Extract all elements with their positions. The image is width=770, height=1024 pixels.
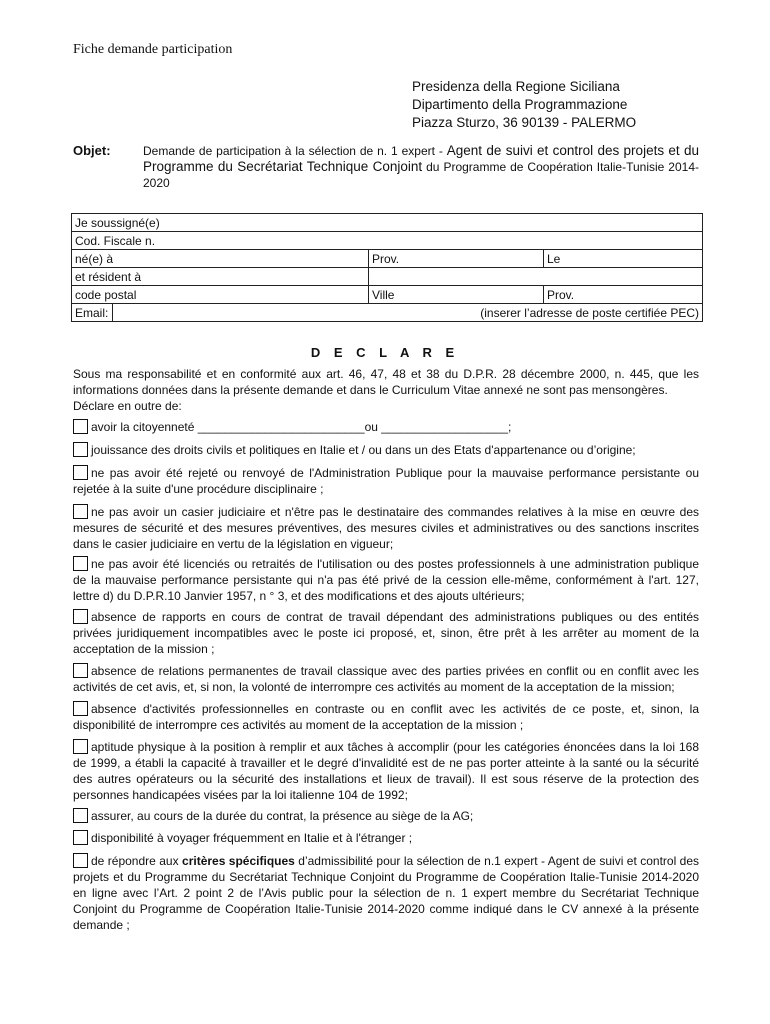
cod-fiscale-field[interactable]: Cod. Fiscale n.: [72, 232, 703, 250]
declaration-text: assurer, au cours de la durée du contrat, la présence au siège de la AG;: [91, 809, 474, 823]
declaration-item: [73, 853, 699, 933]
objet-text-part: Demande de participation à la sélection de n. 1 expert -: [143, 144, 447, 158]
declaration-item: [73, 442, 699, 458]
declaration-text: ne pas avoir été rejeté ou renvoyé de l'Administration Publique pour la mauvaise performance persistante ou rejetée à la suite d'une procédure disciplinaire ;: [73, 466, 699, 496]
declaration-text: absence d'activités professionnelles en contraste ou en conflit avec les activités de ce poste, et, sinon, la disponibilité de interrompre ces activités au moment de la acceptation de la mission ;: [73, 702, 699, 732]
postal-code-field[interactable]: code postal: [72, 286, 369, 304]
declaration-item: [73, 663, 699, 695]
declaration-item: [73, 808, 699, 824]
declaration-item: [73, 465, 699, 497]
resident-field[interactable]: [369, 268, 703, 286]
personal-info-table: [71, 213, 703, 322]
prov-field[interactable]: Prov.: [544, 286, 703, 304]
email-label: Email:: [72, 304, 113, 322]
intro-text: Sous ma responsabilité et en conformité aux art. 46, 47, 48 et 38 du D.P.R. 28 décembre 2000, n. 445, que les informations données dans la présente demande et dans le Curriculum Vitae annexé ne sont pas mensongères.: [73, 367, 699, 397]
declaration-text: ne pas avoir été licenciés ou retraités de l'utilisation ou des postes professionnels à une administration publique de la mauvaise performance persistante qui n'a pas été privé de la cession elle-même, conformément à l'art. 127, lettre d) du D.P.R.10 Janvier 1957, n ° 3, et des modifications et des ajouts ultérieurs;: [73, 557, 699, 603]
declaration-checkbox[interactable]: [73, 663, 88, 678]
address-line: Dipartimento della Programmazione: [412, 97, 628, 112]
declaration-text: de répondre aux: [91, 854, 183, 868]
declaration-checkbox[interactable]: [73, 609, 88, 624]
declaration-text: d’admissibilité pour la sélection de n.1 expert - Agent de suivi et control des projets et du Programme du Secrétariat Technique Conjoint du Programme de Coopération Italie-Tunisie 2014-2020 en ligne avec l’Art. 2 point 2 de l’Avis public pour la sélection de n. 1 expert membre du Secrétariat Technique Conjoint du Programme de Coopération Italie-Tunisie 2014-2020 comme indiqué dans le CV annexé à la présente demande ;: [73, 854, 700, 932]
page-title: Fiche demande participation: [73, 42, 233, 57]
objet-text-part: du Programme de Coopération Italie-Tunisie 2014-2020: [143, 160, 699, 190]
declaration-item: [73, 556, 699, 604]
declaration-text: disponibilité à voyager fréquemment en Italie et à l'étranger ;: [91, 831, 413, 845]
birth-date-field[interactable]: Le: [544, 250, 703, 268]
declaration-checkbox[interactable]: [73, 739, 88, 754]
birthplace-field[interactable]: né(e) à: [72, 250, 369, 268]
declaration-checkbox[interactable]: [73, 701, 88, 716]
declaration-item: [73, 830, 699, 846]
declaration-checkbox[interactable]: [73, 808, 88, 823]
declaration-text: avoir la citoyenneté _________________________ou ___________________;: [91, 420, 512, 434]
city-field[interactable]: Ville: [369, 286, 544, 304]
resident-label: et résident à: [72, 268, 369, 286]
declaration-item: [73, 739, 699, 803]
declaration-text: ne pas avoir un casier judiciaire et n'être pas le destinataire des commandes relatives à la mise en œuvre des mesures de sécurité et des mesures préventives, des mesures civiles et administratives ou des sanctions inscrites dans le casier judiciaire en vertu de la législation en vigueur;: [73, 505, 699, 551]
objet-text: [143, 143, 699, 191]
email-field[interactable]: [113, 304, 703, 322]
recipient-address: [412, 78, 636, 132]
objet-label: Objet:: [73, 143, 111, 158]
declare-heading: D E C L A R E: [310, 345, 460, 360]
declaration-checkbox[interactable]: [73, 830, 88, 845]
soussigne-field[interactable]: Je soussigné(e): [72, 214, 703, 232]
declaration-item: [73, 504, 699, 552]
address-line: Presidenza della Regione Siciliana: [412, 79, 620, 94]
declaration-item: [73, 701, 699, 733]
objet-text-position: Agent de suivi et control des projets et du Programme du Secrétariat Technique Conjoint: [143, 143, 699, 174]
declaration-item: [73, 609, 699, 657]
declaration-text: jouissance des droits civils et politiques en Italie et / ou dans un des Etats d'appartenance ou d’origine;: [91, 443, 636, 457]
address-line: Piazza Sturzo, 36 90139 - PALERMO: [412, 115, 637, 130]
declaration-checkbox[interactable]: [73, 465, 88, 480]
email-hint: (inserer l’adresse de poste certifiée PEC): [480, 305, 699, 320]
declaration-checkbox[interactable]: [73, 442, 88, 457]
declaration-item: [73, 419, 699, 435]
declaration-checkbox[interactable]: [73, 556, 88, 571]
declaration-checkbox[interactable]: [73, 853, 88, 868]
declaration-checkbox[interactable]: [73, 504, 88, 519]
declaration-text: absence de rapports en cours de contrat de travail dépendant des administrations publiques ou des entités privées juridiquement incompatibles avec le poste ici proposé, et, sinon, être prêt à les arrêter au moment de la acceptation de la mission ;: [73, 610, 699, 656]
declaration-text: aptitude physique à la position à remplir et aux tâches à accomplir (pour les catégories énoncées dans la loi 168 de 1999, a établi la capacité à travailler et le degré d'invalidité est de ne pas porter atteinte à la santé ou la sécurité des autres opérateurs ou la sécurité des installations et lieux de travail). Il est sous réserve de la protection des personnes handicapées visées par la loi italienne 104 de 1992;: [73, 740, 699, 802]
declaration-checkbox[interactable]: [73, 419, 88, 434]
intro-text-2: Déclare en outre de:: [73, 399, 182, 413]
birth-prov-field[interactable]: Prov.: [369, 250, 544, 268]
declaration-text-bold: critères spécifiques: [182, 854, 295, 868]
intro-paragraph: [73, 366, 699, 414]
declaration-text: absence de relations permanentes de travail classique avec des parties privées en conflit ou en conflit avec les activités de cet avis, et, si non, la volonté de interrompre ces activités au moment de la acceptation de la mission;: [73, 664, 699, 694]
